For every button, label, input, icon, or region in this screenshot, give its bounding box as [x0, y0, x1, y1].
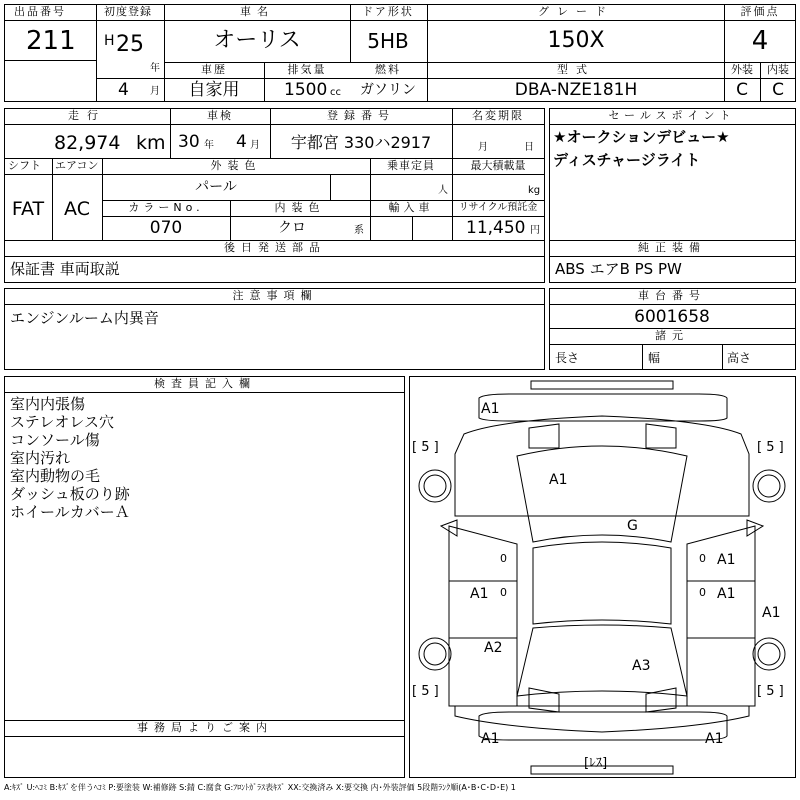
specs-label: 諸元: [655, 329, 689, 342]
ext-color-label: 外装色: [210, 159, 262, 172]
inspector-line-1: 室内内張傷: [10, 395, 86, 413]
damage-code-7: A1: [762, 605, 781, 621]
ac-value: AC: [64, 198, 90, 220]
spec-height: 高さ: [727, 351, 752, 365]
max-load-unit: kg: [528, 185, 541, 196]
grade-value: 150X: [547, 28, 605, 53]
interior-grade-value: C: [772, 80, 784, 100]
first-reg-year-unit: 年: [150, 63, 160, 74]
chassis-label: 車台番号: [638, 289, 706, 302]
zero-mark-2: 0: [500, 586, 507, 599]
mileage-label: 走行: [68, 109, 106, 122]
inspector-line-2: ステレオレス穴: [10, 413, 114, 431]
history-label: 車歴: [201, 63, 227, 76]
score-value: 4: [751, 26, 769, 56]
mileage-value: 82,974: [54, 132, 121, 154]
displacement-label: 排気量: [287, 63, 327, 76]
int-color-value: クロ: [278, 220, 306, 236]
inspection-month: 4: [236, 132, 247, 152]
first-reg-month-unit: 月: [150, 86, 160, 97]
tire-label-fl: [ 5 ]: [412, 440, 439, 455]
lot-no-value: 211: [26, 26, 76, 56]
inspector-line-3: コンソール傷: [10, 431, 100, 449]
genuine-value: ABS エアB PS PW: [555, 260, 682, 278]
genuine-label: 純正装備: [638, 241, 706, 254]
recycle-label: リサイクル預託金: [458, 202, 538, 213]
damage-code-2: A1: [549, 472, 568, 488]
grade-label: グレード: [538, 5, 614, 18]
zero-mark-1: 0: [500, 552, 507, 565]
car-name-value: オーリス: [213, 28, 301, 53]
later-parts-value: 保証書 車両取説: [10, 260, 120, 278]
fuel-value: ガソリン: [360, 82, 416, 98]
shift-value: FAT: [11, 198, 45, 220]
color-no-value: 070: [149, 218, 183, 238]
shift-label: シフト: [8, 159, 41, 172]
exterior-grade-label: 外装: [731, 63, 753, 76]
chassis-value: 6001658: [634, 307, 710, 327]
plate-label: 登録番号: [327, 109, 395, 122]
max-load-label: 最大積載量: [470, 159, 526, 172]
damage-code-11: A1: [705, 731, 724, 747]
ac-label: エアコン: [55, 159, 99, 172]
capacity-unit: 人: [438, 185, 448, 196]
inspector-line-6: ダッシュ板のり跡: [10, 485, 130, 503]
sales-point-line-2: ディスチャージライト: [553, 151, 701, 169]
int-color-unit: 系: [354, 225, 364, 236]
damage-code-1: A1: [481, 401, 500, 417]
tire-label-rr: [ 5 ]: [757, 684, 784, 699]
spec-width: 幅: [648, 351, 661, 365]
interior-grade-label: 内装: [767, 63, 789, 76]
zero-mark-4: 0: [699, 586, 706, 599]
later-parts-label: 後日発送部品: [224, 241, 326, 254]
color-no-label: カラーNo.: [128, 201, 204, 214]
sales-point-line-1: ★オークションデビュー★: [553, 128, 730, 146]
office-label: 事務局よりご案内: [137, 721, 273, 734]
notes-value: エンジンルーム内異音: [10, 309, 159, 327]
door-value: 5HB: [367, 29, 409, 53]
spec-length: 長さ: [555, 351, 580, 365]
tire-label-fr: [ 5 ]: [757, 440, 784, 455]
transfer-label: 名変期限: [472, 109, 524, 122]
damage-code-9: A3: [632, 658, 651, 674]
legend-text: A:ｷｽﾞ U:ﾍｺﾐ B:ｷｽﾞを伴うﾍｺﾐ P:要塗装 W:補修跡 S:錆 C:腐食 G:ﾌﾛﾝﾄｶﾞﾗｽ表ｷｽﾞ XX:交換済み X:要交換 内･外装評価 5段階ﾗﾝｸ順(A･B･C･D･E) 1: [4, 783, 516, 792]
history-value: 自家用: [188, 80, 240, 100]
inspector-line-4: 室内汚れ: [10, 449, 71, 467]
car-diagram: [409, 376, 796, 778]
damage-code-6: A1: [717, 586, 736, 602]
transfer-day-unit: 日: [524, 142, 534, 153]
inspector-label: 検査員記入欄: [154, 377, 256, 390]
first-reg-year: 25: [116, 32, 144, 57]
displacement-value: 1500: [284, 80, 328, 100]
score-label: 評価点: [740, 5, 780, 18]
first-reg-era: H: [104, 33, 115, 49]
capacity-label: 乗車定員: [387, 159, 435, 172]
notes-label: 注意事項欄: [232, 289, 318, 302]
damage-code-5: A1: [470, 586, 489, 602]
model-label: 型式: [557, 63, 595, 76]
mileage-unit: km: [136, 132, 166, 154]
recycle-value: 11,450: [466, 218, 526, 238]
car-name-label: 車名: [240, 5, 274, 18]
fuel-label: 燃料: [375, 63, 401, 76]
lot-no-label: 出品番号: [14, 5, 66, 18]
inspector-line-5: 室内動物の毛: [10, 467, 101, 485]
inspection-year-unit: 年: [204, 140, 214, 151]
exterior-grade-value: C: [736, 80, 748, 100]
plate-value: 宇都宮 330ハ2917: [290, 133, 432, 152]
door-label: ドア形状: [362, 5, 414, 18]
first-reg-month: 4: [118, 80, 129, 100]
inspector-line-7: ホイールカバーＡ: [10, 503, 130, 521]
model-value: DBA-NZE181H: [514, 80, 638, 100]
damage-code-8: A2: [484, 640, 503, 656]
damage-code-4: A1: [717, 552, 736, 568]
displacement-unit: cc: [330, 87, 341, 98]
import-label: 輸入車: [388, 201, 434, 214]
int-color-label: 内装色: [274, 201, 326, 214]
first-reg-label: 初度登録: [104, 5, 152, 18]
ext-color-value: パール: [195, 179, 237, 195]
tire-label-rl: [ 5 ]: [412, 684, 439, 699]
inspection-label: 車検: [207, 109, 233, 122]
damage-code-10: A1: [481, 731, 500, 747]
inspection-year: 30: [178, 132, 200, 152]
inspection-month-unit: 月: [250, 140, 260, 151]
zero-mark-3: 0: [699, 552, 706, 565]
spare-tire-label: [ﾚｽ]: [584, 756, 608, 771]
transfer-month-unit: 月: [478, 142, 488, 153]
damage-code-3: G: [627, 518, 638, 534]
sales-point-label: セールスポイント: [608, 109, 736, 122]
recycle-unit: 円: [530, 225, 540, 236]
